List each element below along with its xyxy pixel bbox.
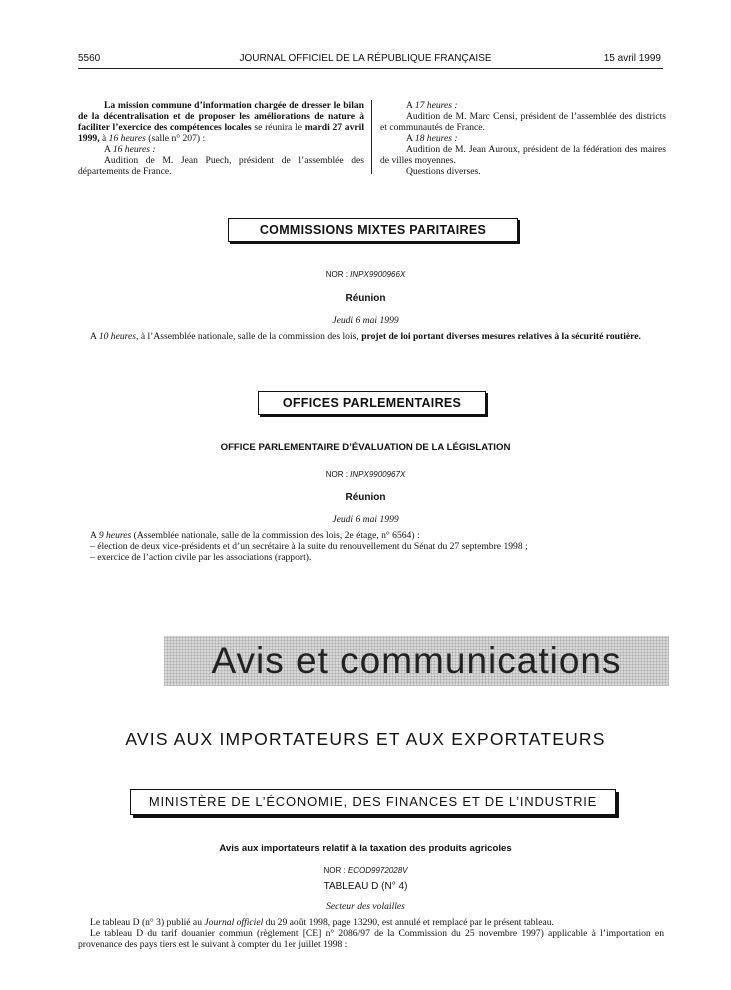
header-rule	[78, 68, 663, 69]
mission-date: mardi 27 avril 1999,	[78, 122, 364, 144]
notice-nor: NOR : ECOD9972028V	[323, 866, 408, 875]
notice-body	[78, 917, 664, 950]
mission-slot-1-text: Audition de M. Jean Puech, président de l’assemblée des départements de France.	[78, 155, 364, 177]
column-divider	[371, 100, 372, 174]
notice-title: Avis aux importateurs relatif à la taxation des produits agricoles	[219, 843, 512, 854]
mission-slot-3-time: A 18 heures :	[406, 133, 458, 144]
issue-date: 15 avril 1999	[603, 53, 661, 64]
mission-left-column	[78, 100, 364, 177]
op-date: Jeudi 6 mai 1999	[332, 514, 399, 525]
sector-title: Secteur des volailles	[326, 901, 405, 912]
ministry-box: MINISTÈRE DE L’ÉCONOMIE, DES FINANCES ET DE L’INDUSTRIE	[130, 789, 616, 815]
notice-paragraph-1: Le tableau D (n° 3) publié au Journal officiel du 29 août 1998, page 13290, est annulé et remplacé par le présent tableau.	[90, 917, 554, 928]
op-agenda-item-2: – exercice de l’action civile par les associations (rapport).	[90, 552, 312, 563]
cmp-section-title: COMMISSIONS MIXTES PARITAIRES	[228, 218, 518, 242]
op-agenda-item-1: – élection de deux vice-présidents et d’un secrétaire à la suite du renouvellement du Sénat du 27 septembre 1998 ;	[90, 541, 528, 552]
journal-title: JOURNAL OFFICIEL DE LA RÉPUBLIQUE FRANÇAISE	[239, 53, 492, 64]
op-nor: NOR : INPX9900967X	[325, 470, 406, 479]
avis-section-title: AVIS AUX IMPORTATEURS ET AUX EXPORTATEURS	[125, 729, 606, 749]
mission-slot-3-text: Audition de M. Jean Auroux, président de la fédération des maires de villes moyennes.	[380, 144, 666, 166]
cmp-meeting: Réunion	[345, 293, 386, 304]
op-subtitle: OFFICE PARLEMENTAIRE D’ÉVALUATION DE LA LÉGISLATION	[220, 442, 511, 453]
cmp-nor: NOR : INPX9900966X	[325, 270, 406, 279]
mission-intro-bold: La mission commune d’information chargée de dresser le bilan de la décentralisation et de proposer les améliorations de nature à faciliter l’exercice des compétences locales	[78, 100, 364, 133]
notice-paragraph-2: Le tableau D du tarif douanier commun (règlement [CE] n° 2086/97 de la Commission du 25 novembre 1997) applicable à l’importation en provenance des pays tiers est le suivant à compter du 1er juillet 1998 :	[78, 928, 664, 950]
mission-slot-2-time: A 17 heures :	[406, 100, 458, 111]
op-agenda	[78, 530, 664, 563]
mission-slot-2-text: Audition de M. Marc Censi, président de l’assemblée des districts et communautés de France.	[380, 111, 666, 133]
op-agenda-intro: A 9 heures (Assemblée nationale, salle de la commission des lois, 2e étage, n° 6564) :	[90, 530, 420, 541]
cmp-date: Jeudi 6 mai 1999	[332, 315, 399, 326]
mission-right-column	[380, 100, 666, 177]
mission-misc: Questions diverses.	[406, 166, 481, 177]
table-title: TABLEAU D (N° 4)	[323, 881, 408, 892]
avis-banner-title: Avis et communications	[211, 640, 622, 681]
mission-intro: La mission commune d’information chargée de dresser le bilan de la décentralisation et de proposer les améliorations de nature à faciliter l’exercice des compétences locales se réunira le mardi 27 avril 1999, à 16 heures (salle n° 207) :	[78, 100, 364, 144]
op-section-title: OFFICES PARLEMENTAIRES	[258, 391, 486, 415]
mission-slot-1-time: A 16 heures :	[104, 144, 156, 155]
op-meeting: Réunion	[345, 492, 386, 503]
page-number: 5560	[78, 53, 101, 64]
cmp-text: A 10 heures, à l’Assemblée nationale, salle de la commission des lois, projet de loi portant diverses mesures relatives à la sécurité routière.	[90, 331, 641, 342]
